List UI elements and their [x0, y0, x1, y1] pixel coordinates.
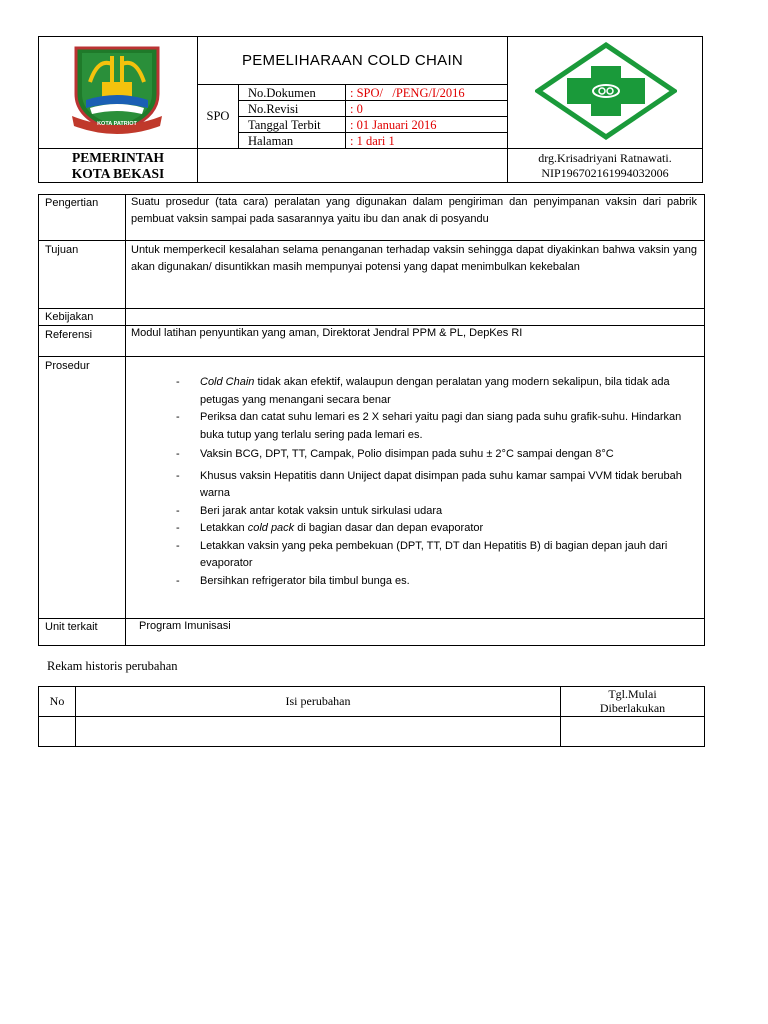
prosedur-list-wrap — [176, 374, 691, 590]
tujuan-label: Tujuan — [45, 244, 79, 256]
pengertian-text: Suatu prosedur (tata cara) peralatan yang digunakan dalam pengiriman dan penyimpanan vaksin dari pabrik pembuat vaksin sampai pada sasarannya yaitu ibu dan anak di posyandu — [131, 196, 697, 225]
header-divider — [197, 84, 507, 85]
content-divider — [38, 618, 705, 619]
signer-block — [508, 151, 702, 181]
content-divider — [38, 356, 705, 357]
content-divider — [38, 240, 705, 241]
history-divider — [38, 716, 705, 717]
prosedur-item: - Letakkan cold pack di bagian dasar dan depan evaporator — [176, 522, 484, 534]
doc-number-label: No.Dokumen — [248, 86, 316, 100]
history-title: Rekam historis perubahan — [47, 659, 178, 673]
history-col-isi: Isi perubahan — [285, 694, 351, 708]
government-line-1: PEMERINTAH — [71, 150, 164, 165]
document-title: PEMELIHARAAN COLD CHAIN — [241, 52, 464, 69]
prosedur-item: - Letakkan vaksin yang peka pembekuan (DPT, TT, DT dan Hepatitis B) di bagian depan jauh dari evaporator — [176, 539, 668, 569]
prosedur-item: - Khusus vaksin Hepatitis dann Uniject dapat disimpan pada suhu kamar sampai VVM tidak berubah warna — [176, 469, 682, 499]
history-col-no: No — [49, 694, 65, 708]
prosedur-item: - Bersihkan refrigerator bila timbul bunga es. — [176, 574, 410, 587]
prosedur-list — [176, 374, 691, 590]
doc-number-value: : SPO/ /PENG/I/2016 — [350, 86, 465, 100]
history-col-tgl — [561, 687, 704, 715]
signer-nip: NIP196702161994032006 — [541, 166, 669, 180]
issue-date-value: : 01 Januari 2016 — [350, 118, 437, 132]
prosedur-item: - Beri jarak antar kotak vaksin untuk sirkulasi udara — [176, 504, 443, 517]
history-col-tgl-line1: Tgl.Mulai — [608, 687, 657, 701]
unit-terkait-label: Unit terkait — [45, 621, 98, 633]
unit-terkait-text: Program Imunisasi — [139, 620, 231, 632]
signer-name: drg.Krisadriyani Ratnawati. — [538, 151, 672, 165]
prosedur-item: - Cold Chain tidak akan efektif, walaupun dengan peralatan yang modern sekalipun, bila tidak ada petugas yang menangani secara benar — [176, 376, 670, 406]
pengertian-label: Pengertian — [45, 197, 99, 209]
spo-label: SPO — [206, 109, 230, 123]
revision-value: : 0 — [350, 102, 363, 116]
content-divider — [125, 194, 126, 646]
puskesmas-logo — [535, 42, 677, 140]
referensi-label: Referensi — [45, 329, 93, 341]
content-divider — [38, 308, 705, 309]
prosedur-item: - Periksa dan catat suhu lemari es 2 X sehari yaitu pagi dan siang pada suhu grafik-suhu. Hindarkan buka tutup yang terlalu sering pada lemari es. — [176, 411, 682, 441]
prosedur-item: - Vaksin BCG, DPT, TT, Campak, Polio disimpan pada suhu ± 2°C sampai dengan 8°C — [176, 448, 614, 460]
issue-date-label: Tanggal Terbit — [248, 118, 321, 132]
kota-bekasi-emblem — [68, 42, 166, 138]
emblem-ribbon-text: KOTA PATRIOT — [97, 121, 137, 127]
prosedur-label: Prosedur — [45, 360, 90, 372]
page-value: : 1 dari 1 — [350, 134, 395, 148]
tujuan-text: Untuk memperkecil kesalahan selama penanganan terhadap vaksin sehingga dapat diyakinkan bahwa vaksin yang akan digunakan/ disuntikkan masih mempunyai potensi yang dapat menimbulkan kekebalan — [131, 244, 697, 273]
referensi-text: Modul latihan penyuntikan yang aman, Direktorat Jendral PPM & PL, DepKes RI — [131, 327, 523, 339]
government-name — [39, 150, 197, 182]
government-line-2: KOTA BEKASI — [71, 166, 165, 181]
kebijakan-label: Kebijakan — [45, 311, 94, 323]
page-label: Halaman — [248, 134, 294, 148]
revision-label: No.Revisi — [248, 102, 299, 116]
history-col-tgl-line2: Diberlakukan — [599, 701, 666, 715]
